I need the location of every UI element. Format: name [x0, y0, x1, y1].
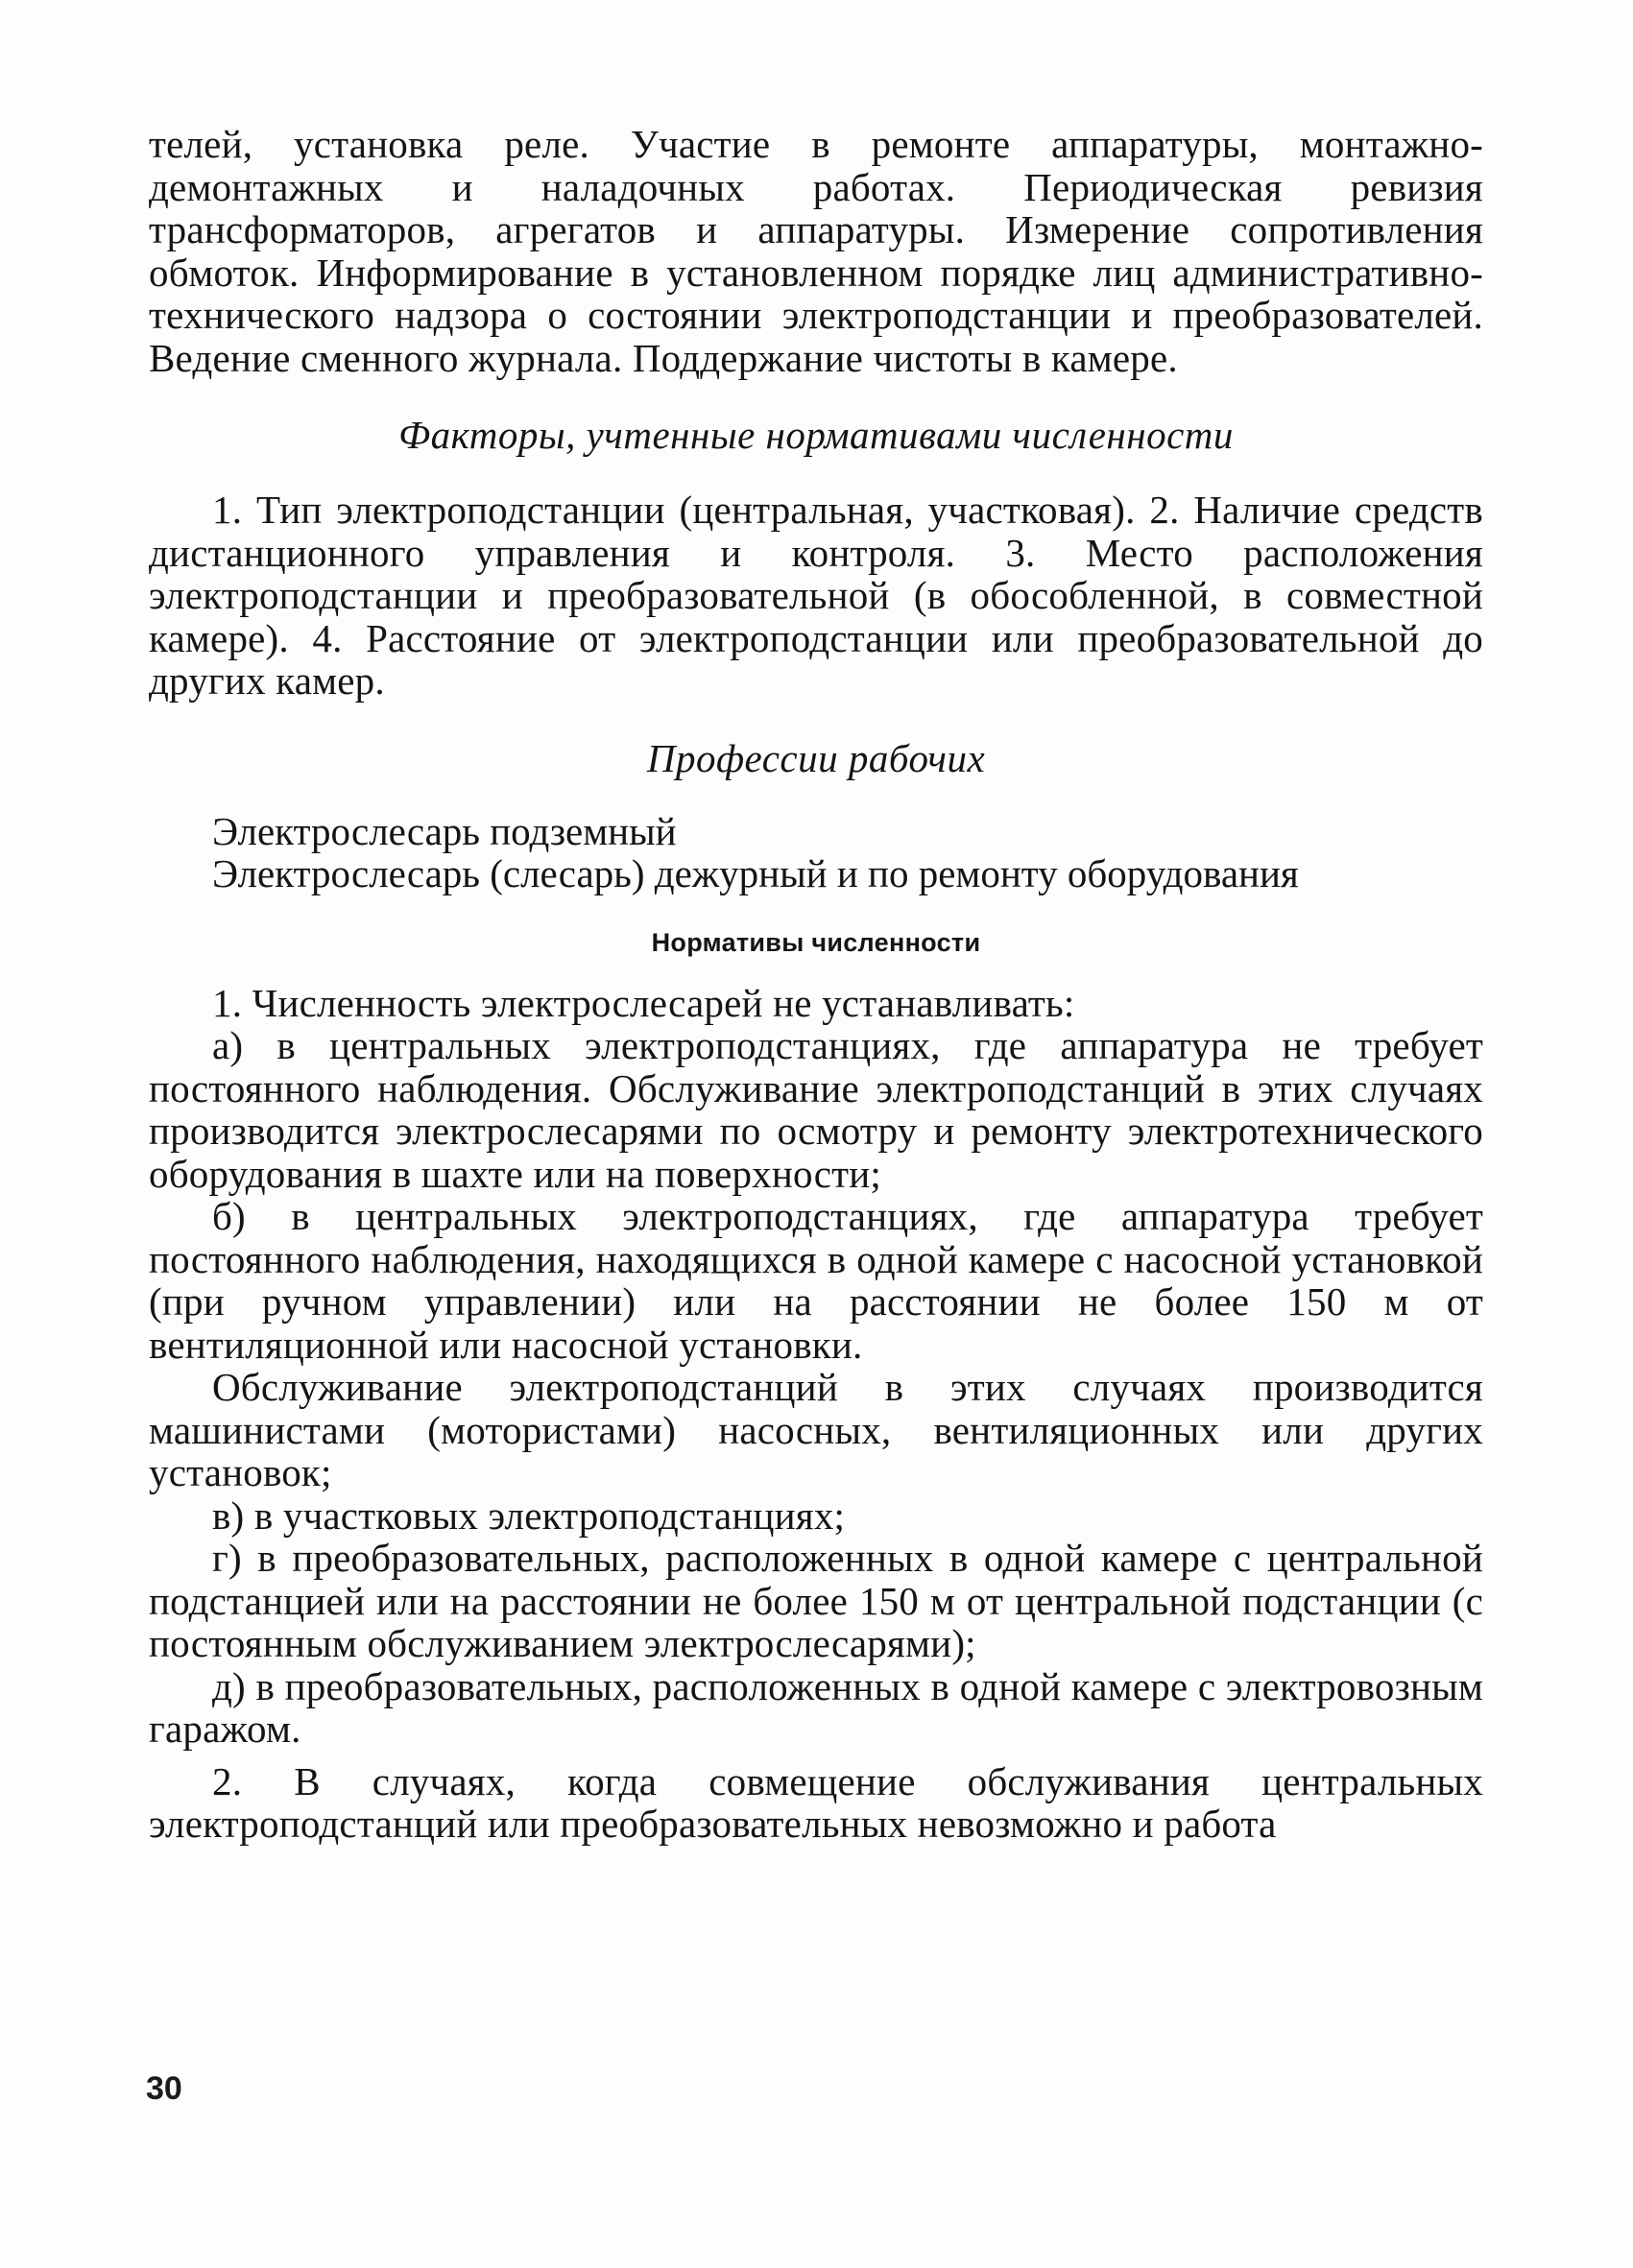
norms-paragraph: 1. Численность электрослесарей не устанавливать:: [212, 980, 1075, 1025]
factors-heading: Факторы, учтенные нормативами численности: [398, 413, 1234, 457]
norms-paragraph: д) в преобразовательных, расположенных в одной камере с электровозным гаражом.: [149, 1663, 1483, 1751]
norms-paragraph: 2. В случаях, когда совмещение обслуживания центральных электроподстанций или преобразовательных невозможно и работа: [149, 1758, 1483, 1846]
norms-paragraph: г) в преобразовательных, расположенных в одной камере с центральной подстанцией или на расстоянии не более 150 м от центральной подстанции (с постоянным обслуживанием электрослесарями);: [149, 1536, 1483, 1665]
text-column: [149, 123, 1483, 1846]
norms-paragraph: а) в центральных электроподстанциях, где аппаратура не требует постоянного наблюдения. Обслуживание электроподстанций в этих случаях производится электрослесарями по осмотру и ремонту электротехнического оборудования в шахте или на поверхности;: [149, 1023, 1483, 1196]
norms-paragraph: Обслуживание электроподстанций в этих случаях производится машинистами (мотористами) насосных, вентиляционных или других установок;: [149, 1365, 1483, 1494]
norms-paragraph: б) в центральных электроподстанциях, где аппаратура требует постоянного наблюдения, находящихся в одной камере с насосной установкой (при ручном управлении) или на расстоянии не более 150 м от вентиляционной или насосной установки.: [149, 1194, 1483, 1367]
norms-heading: Нормативы численности: [651, 927, 981, 957]
factors-paragraph: 1. Тип электроподстанции (центральная, участковая). 2. Наличие средств дистанционного управления и контроля. 3. Место расположения электроподстанции и преобразовательной (в обособленной, в совместной камере). 4. Расстояние от электроподстанции или преобразовательной до других камер.: [149, 488, 1483, 703]
profession-item: Электрослесарь (слесарь) дежурный и по ремонту оборудования: [212, 851, 1299, 895]
professions-heading: Профессии рабочих: [646, 735, 986, 780]
norms-paragraph: в) в участковых электроподстанциях;: [212, 1492, 846, 1538]
continuation-paragraph: телей, установка реле. Участие в ремонте аппаратуры, монтажно-демонтажных и наладочных работах. Периодическая ревизия трансформаторов, агрегатов и аппаратуры. Измерение сопротивления обмоток. Информирование в установленном порядке лиц административно-технического надзора о состоянии электроподстанции и преобразователей. Ведение сменного журнала. Поддержание чистоты в камере.: [149, 122, 1483, 380]
page-number: 30: [146, 2070, 182, 2107]
profession-item: Электрослесарь подземный: [212, 808, 677, 853]
